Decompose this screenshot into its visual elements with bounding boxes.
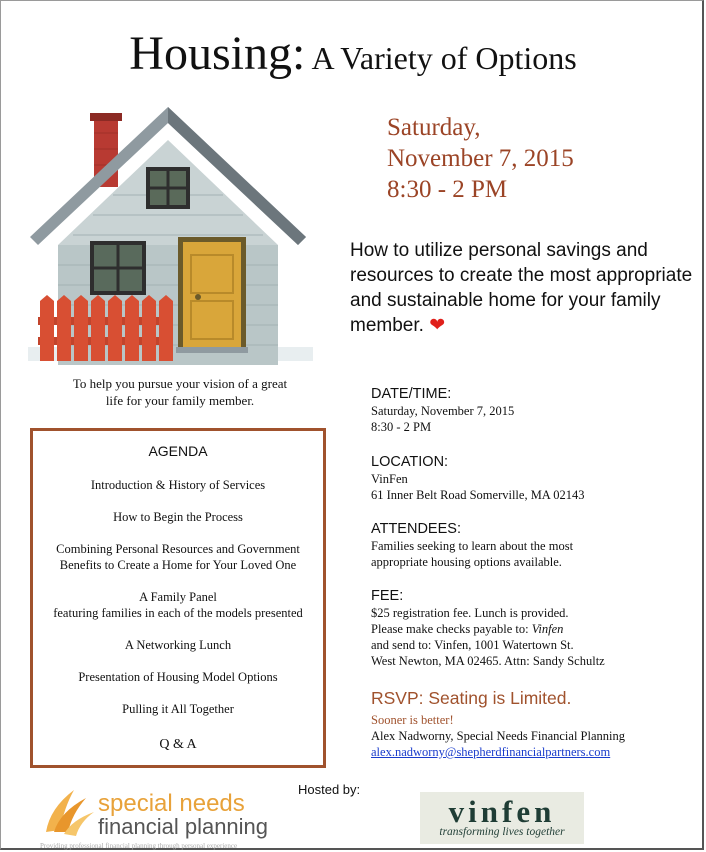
datetime-line: 8:30 - 2 PM [371,420,432,434]
location-line: 61 Inner Belt Road Somerville, MA 02143 [371,488,585,502]
heart-icon: ❤ [429,315,446,336]
snfp-tagline: Providing professional financial planning through personal experience [40,842,238,850]
agenda-item: Q & A [159,737,197,752]
location-line: VinFen [371,472,408,486]
tagline [350,238,695,338]
agenda-item: A Networking Lunch [124,638,232,652]
rsvp-email-link[interactable]: alex.nadworny@shepherdfinancialpartners.com [371,745,611,759]
snfp-line-2: financial planning [98,814,269,839]
pursue-text [30,375,330,409]
agenda-item: Combining Personal Resources and Government [56,542,300,556]
snfp-logo [40,780,300,848]
datetime-heading: DATE/TIME: [371,386,452,402]
agenda-box [30,428,326,768]
fee-heading: FEE: [371,588,404,604]
pursue-line-2: life for your family member. [105,393,255,408]
event-time: 8:30 - 2 PM [387,176,508,203]
fee-section [371,587,701,669]
fee-line: West Newton, MA 02465. Attn: Sandy Schultz [371,654,605,668]
datetime-line: Saturday, November 7, 2015 [371,404,515,418]
location-section [371,453,701,503]
fee-line [371,621,701,637]
location-heading: LOCATION: [371,454,449,470]
fee-line: $25 registration fee. Lunch is provided. [371,606,569,620]
datetime-section [371,385,701,435]
attendees-line: Families seeking to learn about the most [371,539,574,553]
rsvp-sooner: Sooner is better! [371,713,454,727]
attendees-section [371,520,701,570]
event-date: November 7, 2015 [387,145,574,172]
agenda-item: Benefits to Create a Home for Your Loved One [59,558,297,572]
rsvp-heading: RSVP: Seating is Limited. [371,688,572,708]
house-illustration [18,105,318,367]
tagline-text: How to utilize personal savings and resources to create the most appropriate and sustainable home for your family member. [350,240,693,336]
attendees-line: appropriate housing options available. [371,555,562,569]
agenda-item: Introduction & History of Services [90,478,266,492]
title-housing: Housing: [129,27,306,80]
vinfen-tagline: transforming lives together [439,826,565,838]
snfp-line-1: special needs [98,790,245,817]
vinfen-logo [420,792,584,844]
agenda-item: Presentation of Housing Model Options [78,670,278,684]
agenda-item: A Family Panel [139,590,217,604]
title-subtitle: A Variety of Options [305,40,577,76]
rsvp-section [371,712,701,760]
fee-payable-name: Vinfen [531,622,564,636]
attendees-heading: ATTENDEES: [371,521,461,537]
rsvp-contact: Alex Nadworny, Special Needs Financial Planning [371,729,625,743]
event-day: Saturday, [387,114,481,141]
agenda-item: featuring families in each of the models presented [53,606,303,620]
event-date-block [387,112,574,205]
vinfen-name: vinfen [448,794,556,829]
fee-line: and send to: Vinfen, 1001 Watertown St. [371,638,574,652]
wing-icon [40,782,96,838]
page-title [0,26,706,81]
agenda-item: How to Begin the Process [113,510,243,524]
agenda-heading: AGENDA [148,443,208,459]
pursue-line-1: To help you pursue your vision of a great [72,376,288,391]
fee-payable-prefix: Please make checks payable to: [371,622,532,636]
hosted-by-label: Hosted by: [298,782,361,797]
agenda-item: Pulling it All Together [122,702,234,716]
